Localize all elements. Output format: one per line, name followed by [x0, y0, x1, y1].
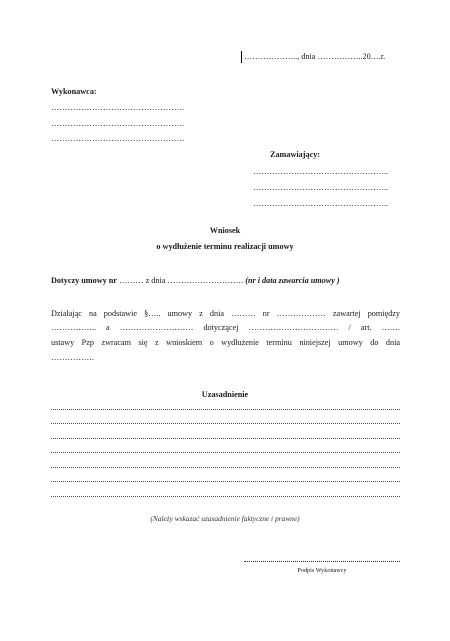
contractor-line-2[interactable]: ………………………………………….	[51, 119, 185, 128]
concerns-label: Dotyczy umowy nr	[51, 276, 117, 285]
justification-heading: Uzasadnienie	[201, 390, 249, 399]
client-line-2[interactable]: …………………………………………..	[253, 183, 389, 192]
text-cursor	[241, 51, 242, 63]
justification-line-1[interactable]	[51, 409, 400, 410]
body-line-3[interactable]: ustawy Pzp zwracam się z wnioskiem o wydłużenie terminu niniejszej umowy do dnia	[51, 338, 400, 347]
justification-note: (Należy wskazać uzasadnienie faktyczne i prawne)	[150, 514, 300, 523]
date-line[interactable]: ……………….., dnia ……………..20….r.	[244, 52, 386, 61]
contractor-line-3[interactable]: ………………………………………….	[51, 134, 185, 143]
concerns-note: (nr i data zawarcia umowy )	[245, 276, 340, 285]
title-line-1: Wniosek	[209, 226, 241, 235]
concerns-line	[51, 276, 340, 286]
client-heading: Zamawiający:	[270, 150, 321, 159]
contractor-heading: Wykonawca:	[51, 87, 97, 96]
body-line-1[interactable]: Działając na podstawie §….. umowy z dnia ……… nr ……………… zawartej pomiędzy	[51, 309, 400, 318]
body-line-4[interactable]: …………….	[51, 353, 94, 362]
signature-line[interactable]	[244, 561, 400, 562]
justification-line-3[interactable]	[51, 438, 400, 439]
client-line-1[interactable]: …………………………………………..	[253, 167, 389, 176]
client-line-3[interactable]: …………………………………………..	[253, 199, 389, 208]
justification-line-2[interactable]	[51, 423, 400, 424]
justification-line-6[interactable]	[51, 481, 400, 482]
body-line-2[interactable]: …………….. a ……………………… dotyczącej …………………………… / art. …….	[51, 323, 400, 332]
title-line-2: o wydłużenie terminu realizacji umowy	[156, 242, 294, 251]
justification-line-5[interactable]	[51, 467, 400, 468]
signature-label: Podpis Wykonawcy	[297, 567, 347, 574]
contractor-line-1[interactable]: ………………………………………….	[51, 103, 185, 112]
justification-line-7[interactable]	[51, 496, 400, 497]
justification-line-4[interactable]	[51, 452, 400, 453]
concerns-fields[interactable]: ……… z dnia ……………………….	[116, 276, 246, 285]
